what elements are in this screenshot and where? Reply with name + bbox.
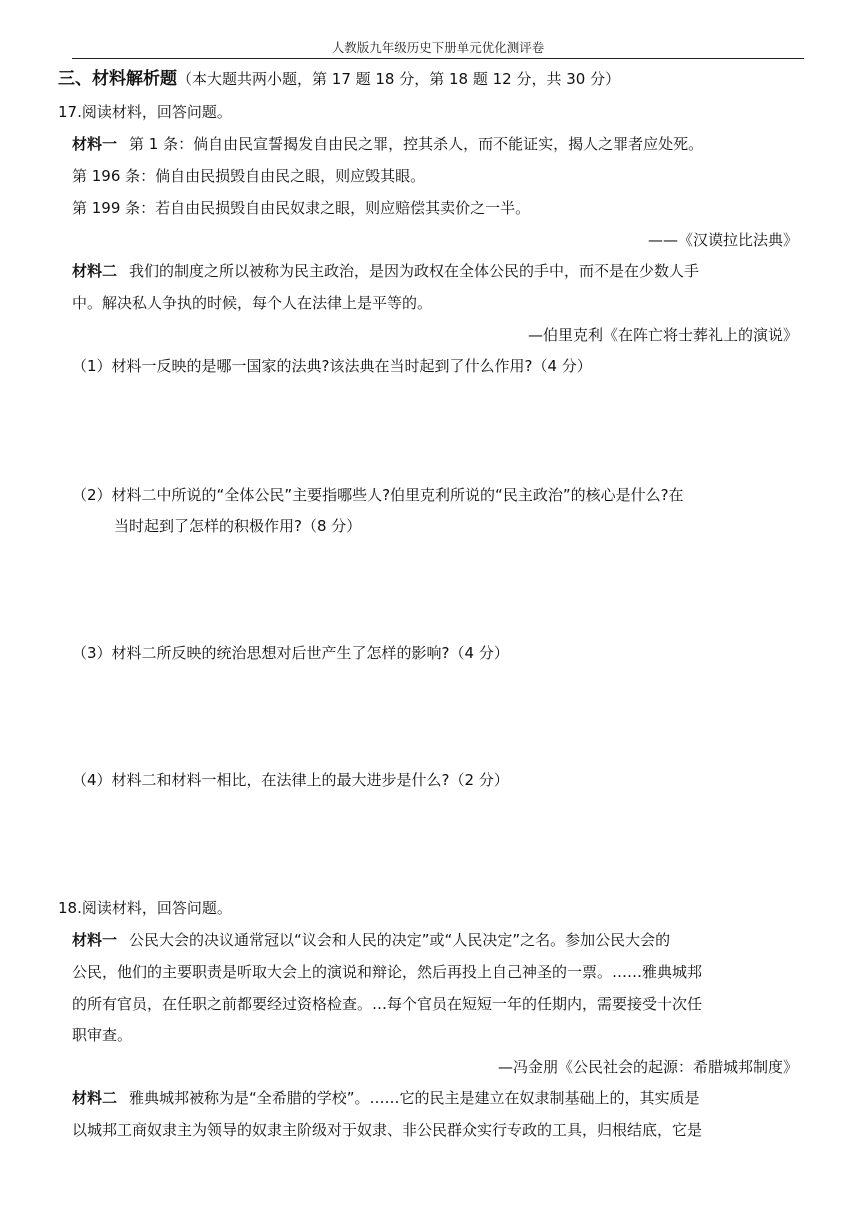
q18-material1-label: 材料一 xyxy=(72,931,118,949)
page-header: 人教版九年级历史下册单元优化测评卷 xyxy=(331,40,545,55)
q17-material1-line1 xyxy=(72,133,703,155)
q17-sub2-line1: （2）材料二中所说的“全体公民”主要指哪些人?伯里克利所说的“民主政治”的核心是什么?在 xyxy=(72,486,684,504)
q18-material2-text1: 雅典城邦被称为是“全希腊的学校”。……它的民主是建立在奴隶制基础上的，其实质是 xyxy=(129,1089,700,1107)
section-heading xyxy=(58,68,620,90)
q17-sub3: （3）材料二所反映的统治思想对后世产生了怎样的影响?（4 分） xyxy=(72,644,509,662)
q18-heading: 18.阅读材料，回答问题。 xyxy=(58,899,232,917)
header-rule xyxy=(72,58,804,59)
q17-material1-line3: 第 199 条：若自由民损毁自由民奴隶之眼，则应赔偿其卖价之一半。 xyxy=(72,199,531,217)
q17-sub1: （1）材料一反映的是哪一国家的法典?该法典在当时起到了什么作用?（4 分） xyxy=(72,357,592,375)
q18-material2-line2: 以城邦工商奴隶主为领导的奴隶主阶级对于奴隶、非公民群众实行专政的工具，归根结底，它是 xyxy=(72,1121,703,1139)
q18-material1-line3: 的所有官员，在任职之前都要经过资格检查。…每个官员在短短一年的任期内，需要接受十次任 xyxy=(72,995,703,1013)
q17-material1-label: 材料一 xyxy=(72,135,118,153)
q17-material2-source: —伯里克利《在阵亡将士葬礼上的演说》 xyxy=(527,326,798,344)
q17-material1-text1: 第 1 条：倘自由民宣誓揭发自由民之罪，控其杀人，而不能证实，揭人之罪者应处死。 xyxy=(129,135,704,153)
q18-material1-source: —冯金朋《公民社会的起源：希腊城邦制度》 xyxy=(497,1058,798,1076)
q18-material2-line1 xyxy=(72,1087,700,1109)
q18-material1-line2: 公民，他们的主要职责是听取大会上的演说和辩论，然后再投上自己神圣的一票。……雅典城邦 xyxy=(72,963,703,981)
q17-heading: 17.阅读材料，回答问题。 xyxy=(58,103,232,121)
q17-material1-source: ——《汉谟拉比法典》 xyxy=(647,231,798,249)
q18-material1-text1: 公民大会的决议通常冠以“议会和人民的决定”或“人民决定”之名。参加公民大会的 xyxy=(129,931,671,949)
section-title: 三、材料解析题 xyxy=(58,69,177,89)
section-note: （本大题共两小题，第 17 题 18 分，第 18 题 12 分，共 30 分） xyxy=(177,70,621,88)
q17-material2-text1: 我们的制度之所以被称为民主政治，是因为政权在全体公民的手中，而不是在少数人手 xyxy=(129,262,700,280)
q18-material2-label: 材料二 xyxy=(72,1089,118,1107)
q18-material1-line4: 职审查。 xyxy=(72,1026,133,1044)
q17-sub2-line2: 当时起到了怎样的积极作用?（8 分） xyxy=(114,517,362,535)
q17-material1-line2: 第 196 条：倘自由民损毁自由民之眼，则应毁其眼。 xyxy=(72,167,426,185)
q17-material2-line2: 中。解决私人争执的时候，每个人在法律上是平等的。 xyxy=(72,294,433,312)
q17-material2-label: 材料二 xyxy=(72,262,118,280)
q18-material1-line1 xyxy=(72,929,670,951)
q17-sub4: （4）材料二和材料一相比，在法律上的最大进步是什么?（2 分） xyxy=(72,771,509,789)
q17-material2-line1 xyxy=(72,260,699,282)
